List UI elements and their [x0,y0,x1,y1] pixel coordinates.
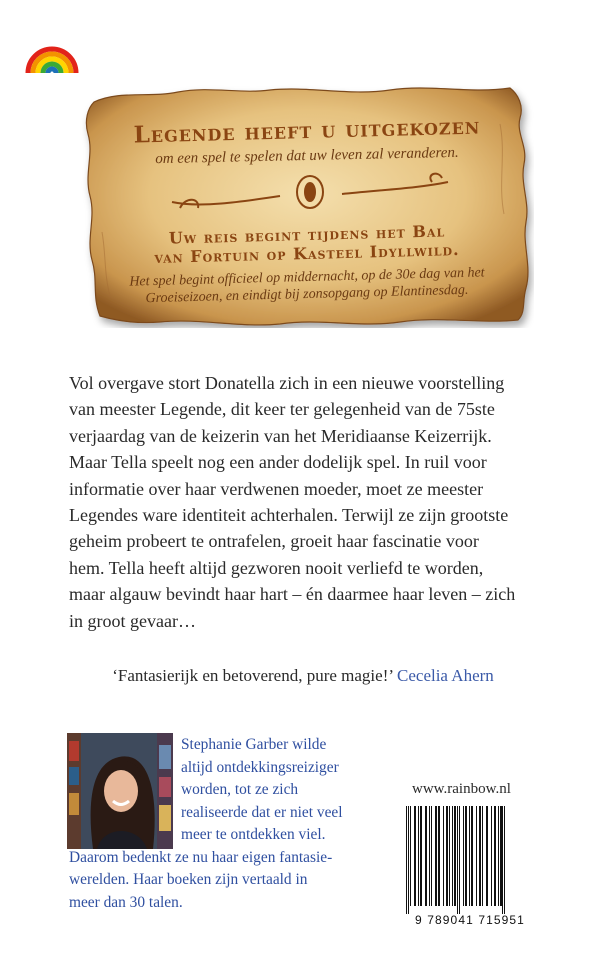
blurb-line: hem. Tella heeft altijd gezworen nooit verliefd te worden, [69,557,484,578]
parchment-title: Legende heeft u uitgekozen [133,112,481,149]
parchment-rules-line: Het spel begint officieel op middernacht, op de 30e dag van het [129,265,485,290]
review-quote [0,666,606,686]
blurb-line: van meester Legende, dit keer ter gelegenheid van de 75ste [69,399,495,420]
bio-line: meer te ontdekken viel. [181,826,326,843]
publisher-website: www.rainbow.nl [412,781,511,797]
bio-line: Daarom bedenkt ze nu haar eigen fantasie- [69,848,333,866]
quote-author: Cecelia Ahern [397,666,494,685]
book-blurb [69,370,549,634]
blurb-line: Vol overgave stort Donatella zich in een nieuwe voorstelling [69,373,505,393]
isbn-number: 9 789041 715951 [415,913,525,927]
blurb-line: verjaardag van de keizerin van het Meridiaanse Keizerrijk. [69,425,492,446]
parchment-rules-line: Groeiseizoen, en eindigt bij zonsopgang op Elantinesdag. [145,282,469,307]
isbn-barcode [404,806,534,914]
parchment-journey-line: van Fortuin op Kasteel Idyllwild. [154,240,460,267]
bio-line: werelden. Haar boeken zijn vertaald in [69,871,308,888]
bio-line: realiseerde dat er niet veel [181,803,343,821]
bio-line: worden, tot ze zich [181,781,299,798]
blurb-line: geheim probeert te ontrafelen, groeit haar fascinatie voor [69,531,479,552]
blurb-line: informatie over haar verdwenen moeder, moet ze meester [69,478,484,499]
blurb-line: maar algauw bevindt haar hart – én daarmee haar leven – zich [69,584,516,605]
parchment-subtitle: om een spel te spelen dat uw leven zal veranderen. [155,144,459,168]
blurb-line: Legendes ware identiteit achterhalen. Terwijl ze zijn grootste [69,505,509,526]
quote-text: ‘Fantasierijk en betoverend, pure magie!’ [112,666,393,685]
author-photo [67,733,173,849]
bio-line: altijd ontdekkingsreiziger [181,758,339,776]
blurb-line: Maar Tella speelt nog een ander dodelijk spel. In ruil voor [69,452,487,473]
parchment-journey-line: Uw reis begint tijdens het Bal [168,221,446,248]
bio-line: Stephanie Garber wilde [181,736,327,753]
rainbow-logo-icon [24,27,80,75]
bio-line: meer dan 30 talen. [69,893,183,911]
blurb-line: in groot gevaar… [69,610,196,631]
